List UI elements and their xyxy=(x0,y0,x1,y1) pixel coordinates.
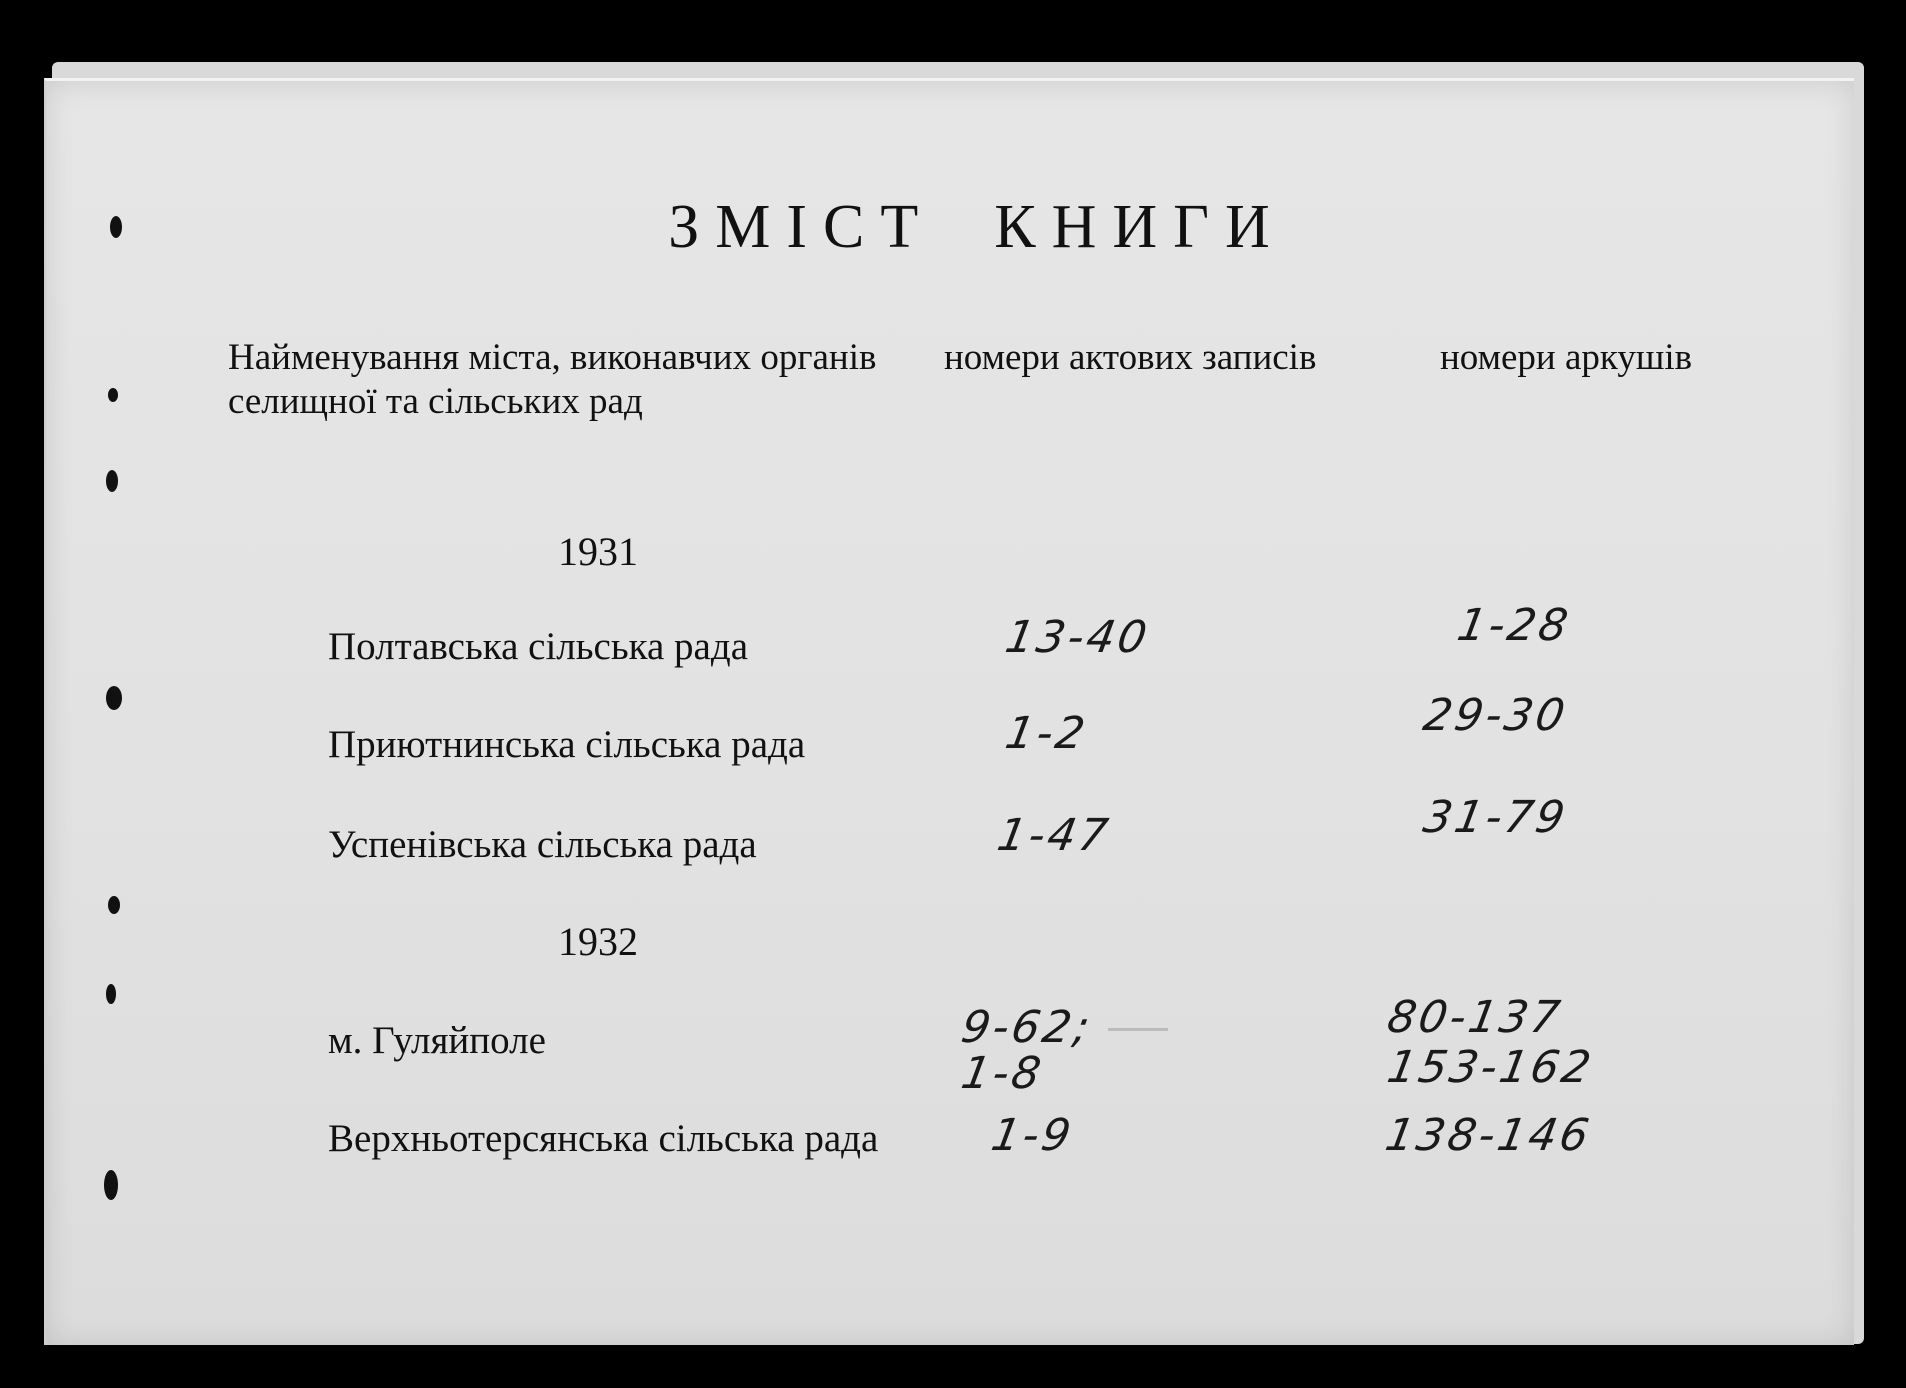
page-title xyxy=(0,192,1906,263)
row-name: м. Гуляйполе xyxy=(328,1019,546,1062)
header-sheets-column: номери аркушів xyxy=(1440,337,1693,378)
binding-hole xyxy=(108,896,120,914)
row-sheets-handwritten: 138-146 xyxy=(1381,1110,1596,1161)
title-word-2: КНИГИ xyxy=(994,193,1286,261)
binding-hole xyxy=(106,470,118,492)
header-acts-column: номери актових записів xyxy=(944,337,1317,378)
year-heading: 1932 xyxy=(558,919,638,964)
row-name: Успенівська сільська рада xyxy=(328,823,757,866)
row-sheets-handwritten: 1-28 xyxy=(1453,600,1575,651)
title-word-1: ЗМІСТ xyxy=(668,193,935,261)
row-acts-handwritten-line2: 1-8 xyxy=(957,1048,1048,1099)
row-name: Верхньотерсянська сільська рада xyxy=(328,1117,879,1160)
year-heading: 1931 xyxy=(558,529,638,574)
faint-crossed-out-mark xyxy=(1108,1028,1168,1031)
row-acts-handwritten: 1-47 xyxy=(993,810,1115,861)
binding-hole xyxy=(106,686,122,710)
row-sheets-handwritten: 29-30 xyxy=(1419,690,1572,741)
row-name: Приютнинська сільська рада xyxy=(328,723,806,766)
binding-hole xyxy=(104,1170,118,1200)
row-acts-handwritten: 9-62; xyxy=(957,1002,1097,1053)
row-name: Полтавська сільська рада xyxy=(328,625,749,668)
row-acts-handwritten: 1-9 xyxy=(987,1110,1078,1161)
row-sheets-handwritten-line2: 153-162 xyxy=(1383,1042,1598,1093)
row-acts-handwritten: 1-2 xyxy=(1001,708,1092,759)
binding-hole xyxy=(106,984,116,1004)
binding-hole xyxy=(108,388,118,402)
row-acts-handwritten: 13-40 xyxy=(1001,612,1154,663)
row-sheets-handwritten: 80-137 xyxy=(1383,992,1567,1043)
header-name-column: Найменування міста, виконавчих органів селищної та сільських рад xyxy=(228,337,877,422)
row-sheets-handwritten: 31-79 xyxy=(1419,792,1572,843)
